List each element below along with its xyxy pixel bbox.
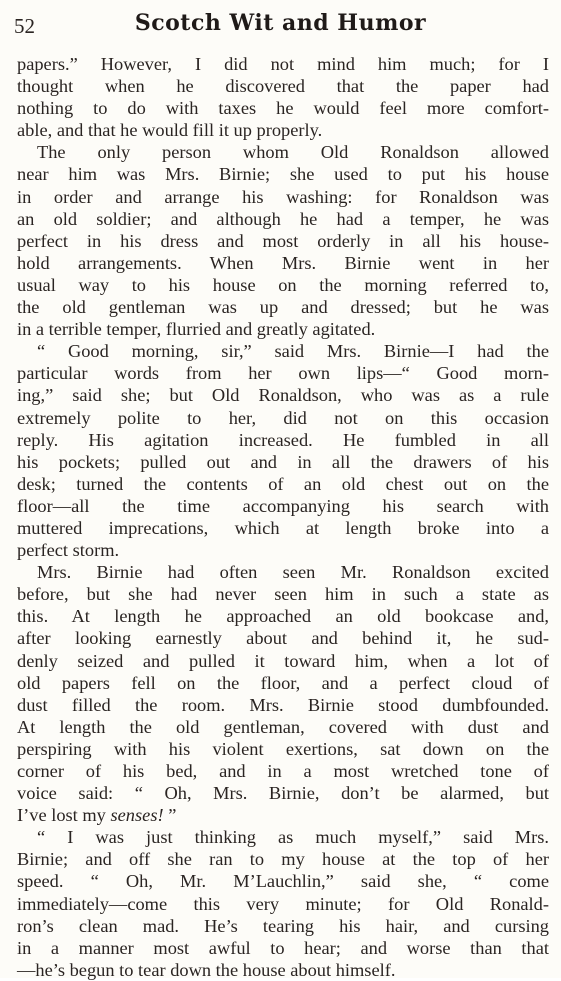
text-line: usual way to his house on the morning referred to,: [17, 274, 549, 295]
page-header: [0, 8, 561, 44]
text-line: papers.” However, I did not mind him much; for I: [17, 54, 549, 74]
text-line: desk; turned the contents of an old chest out on the: [17, 473, 549, 494]
text-line: At length the old gentleman, covered with dust and: [17, 716, 549, 737]
text-line: ing,” said she; but Old Ronaldson, who was as a rule: [17, 385, 549, 406]
line-prefix: I’ve lost my: [17, 805, 111, 826]
text-line: —he’s begun to tear down the house about himself.: [17, 959, 396, 980]
text-line-emphasis: [17, 804, 549, 826]
text-line: in order and arrange his washing: for Ronaldson was: [17, 186, 549, 207]
text-line: corner of his bed, and in a most wretched tone of: [17, 761, 549, 781]
text-line: nothing to do with taxes he would feel more comfort-: [17, 98, 549, 119]
text-line: speed. “ Oh, Mr. M’Lauchlin,” said she, “ come: [17, 871, 549, 892]
text-line: perspiring with his violent exertions, sat down on the: [17, 738, 549, 759]
text-line: perfect storm.: [17, 540, 120, 561]
text-line: “ I was just thinking as much myself,” said Mrs.: [37, 827, 549, 848]
text-line: extremely polite to her, did not on this occasion: [17, 407, 549, 428]
text-line: voice said: “ Oh, Mrs. Birnie, don’t be alarmed, but: [17, 783, 549, 804]
text-line: before, but she had never seen him in such a state as: [17, 584, 549, 605]
running-title: Scotch Wit and Humor: [134, 10, 427, 36]
text-line: old papers fell on the floor, and a perfect cloud of: [17, 672, 549, 693]
text-line: reply. His agitation increased. He fumbled in all: [17, 429, 549, 450]
text-line: the old gentleman was up and dressed; but he was: [17, 297, 549, 318]
text-line: able, and that he would fill it up properly.: [17, 120, 323, 141]
text-line: Birnie; and off she ran to my house at the top of her: [17, 849, 549, 870]
text-line: his pockets; pulled out and in all the drawers of his: [17, 451, 549, 472]
text-line: near him was Mrs. Birnie; she used to put his house: [17, 164, 549, 185]
page-number: 52: [14, 14, 35, 38]
text-line: thought when he discovered that the paper had: [17, 76, 549, 97]
text-line: in a terrible temper, flurried and greatly agitated.: [17, 319, 376, 340]
text-line: The only person whom Old Ronaldson allowed: [37, 142, 549, 163]
emphasized-word: senses!: [110, 805, 164, 826]
text-line: floor—all the time accompanying his search with: [17, 495, 549, 516]
text-line: hold arrangements. When Mrs. Birnie went in her: [17, 252, 549, 273]
text-line: denly seized and pulled it toward him, when a lot of: [17, 650, 549, 671]
text-line: “ Good morning, sir,” said Mrs. Birnie—I had the: [37, 341, 549, 362]
text-line: immediately—come this very minute; for Old Ronald-: [17, 893, 549, 914]
text-line: ron’s clean mad. He’s tearing his hair, and cursing: [17, 915, 549, 936]
text-line: after looking earnestly about and behind it, he sud-: [17, 628, 549, 649]
text-line: muttered imprecations, which at length broke into a: [17, 517, 549, 538]
text-line: particular words from her own lips—“ Good morn-: [17, 363, 549, 384]
text-line: perfect in his dress and most orderly in all his house-: [17, 230, 549, 251]
body-text: [17, 53, 549, 981]
text-line: dust filled the room. Mrs. Birnie stood dumbfounded.: [17, 694, 549, 715]
text-line: Mrs. Birnie had often seen Mr. Ronaldson excited: [37, 562, 549, 583]
text-line: this. At length he approached an old bookcase and,: [17, 606, 549, 627]
text-line: in a manner most awful to hear; and worse than that: [17, 937, 549, 958]
text-line: an old soldier; and although he had a temper, he was: [17, 208, 549, 229]
line-suffix: ”: [163, 805, 177, 826]
